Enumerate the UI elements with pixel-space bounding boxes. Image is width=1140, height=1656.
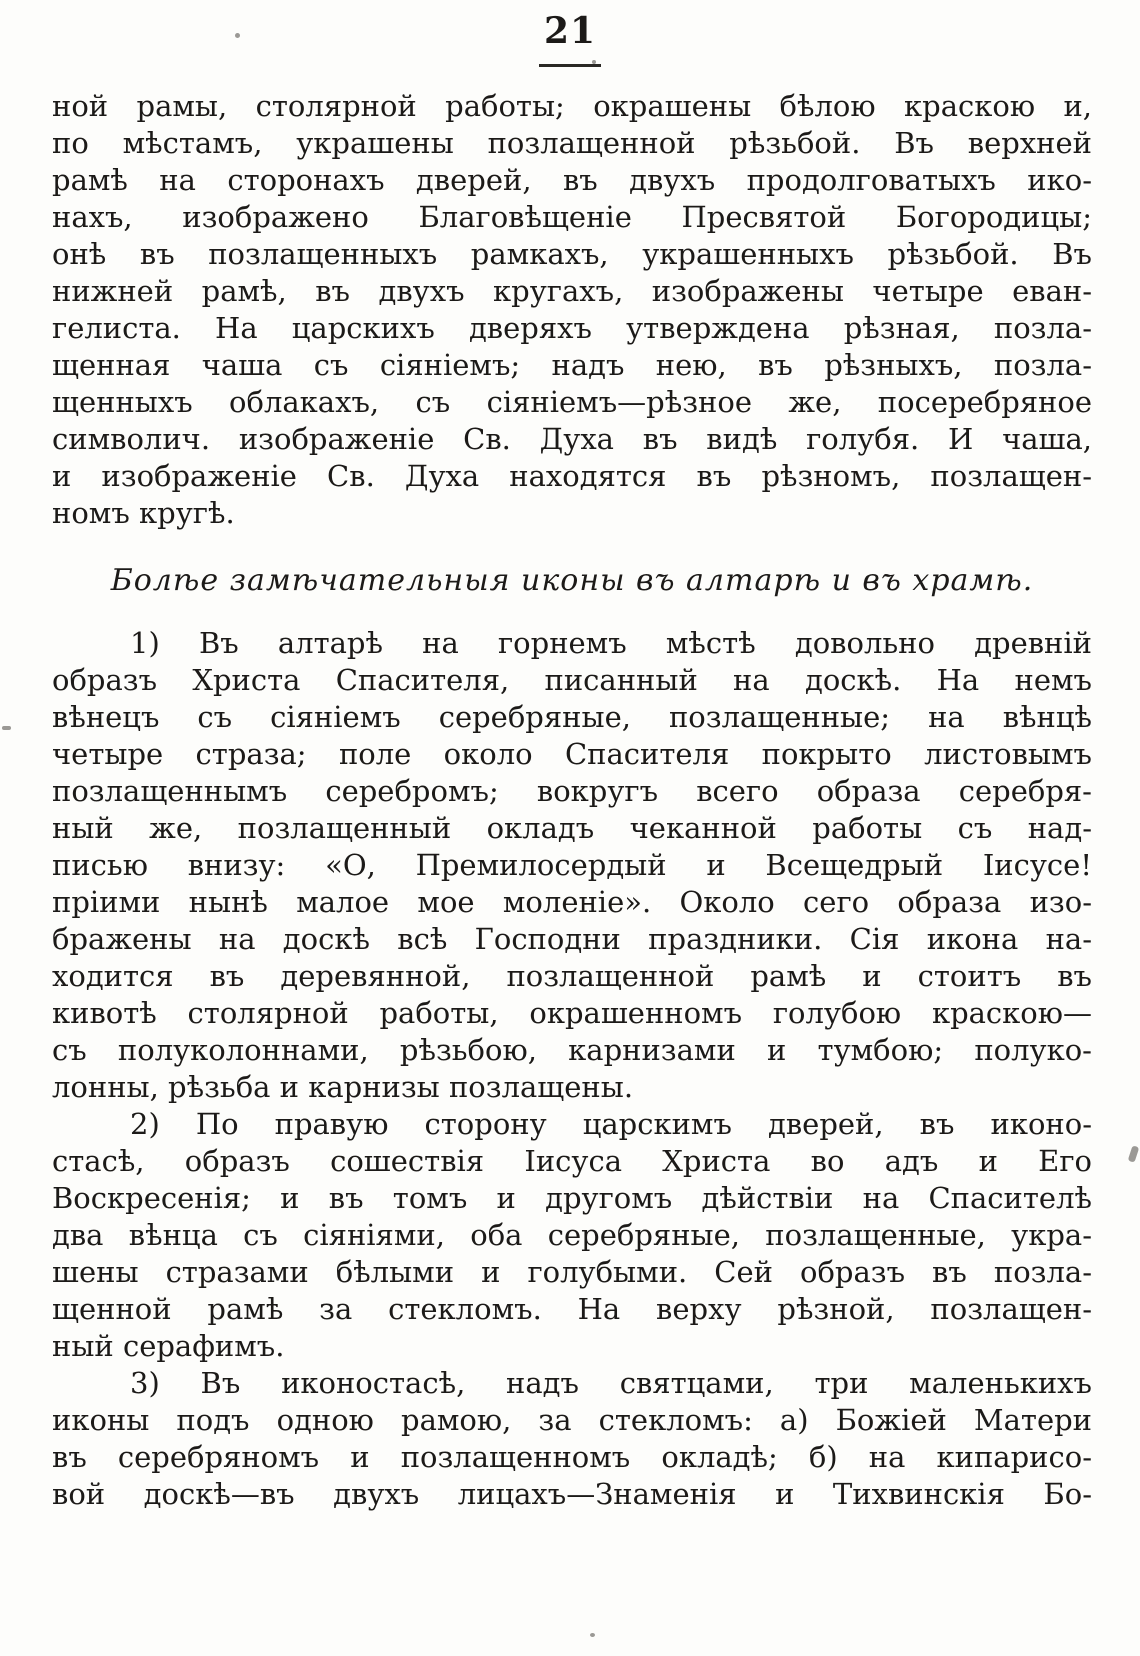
text-line: щенныхъ облакахъ, съ сіяніемъ—рѣзное же, посеребряное: [52, 385, 1092, 419]
text-line: четыре страза; поле около Спасителя покрыто листовымъ: [52, 737, 1092, 771]
text-line: по мѣстамъ, украшены позлащенной рѣзьбой. Въ верхней: [52, 126, 1092, 160]
text-line: щенная чаша съ сіяніемъ; надъ нею, въ рѣзныхъ, позла-: [52, 348, 1092, 382]
section-heading: Болѣе замѣчательныя иконы въ алтарѣ и въ храмѣ.: [110, 563, 1034, 598]
text-line: писью внизу: «О, Премилосердый и Всещедрый Іисусе!: [52, 848, 1092, 882]
text-line: бражены на доскѣ всѣ Господни праздники. Сія икона на-: [52, 922, 1092, 956]
text-line: вѣнецъ съ сіяніемъ серебряные, позлащенные; на вѣнцѣ: [52, 700, 1092, 734]
text-line: кивотѣ столярной работы, окрашенномъ голубою краскою—: [52, 996, 1092, 1030]
scan-speck: [590, 1633, 595, 1637]
text-line: позлащеннымъ серебромъ; вокругъ всего образа серебря-: [52, 774, 1092, 808]
scan-speck: [1128, 1145, 1140, 1162]
text-line: ходится въ деревянной, позлащенной рамѣ и стоитъ въ: [52, 959, 1092, 993]
text-line: ной рамы, столярной работы; окрашены бѣлою краскою и,: [52, 89, 1092, 123]
text-line: иконы подъ одною рамою, за стекломъ: а) Божіей Матери: [52, 1403, 1092, 1437]
text-line: символич. изображеніе Св. Духа въ видѣ голубя. И чаша,: [52, 422, 1092, 456]
text-line: нахъ, изображено Благовѣщеніе Пресвятой Богородицы;: [52, 200, 1092, 234]
text-line: въ серебряномъ и позлащенномъ окладѣ; б) на кипарисо-: [52, 1440, 1092, 1474]
text-line: 3) Въ иконостасѣ, надъ святцами, три маленькихъ: [130, 1366, 1092, 1400]
text-line: пріими нынѣ малое мое моленіе». Около сего образа изо-: [52, 885, 1092, 919]
text-line: рамѣ на сторонахъ дверей, въ двухъ продолговатыхъ ико-: [52, 163, 1092, 197]
text-line: и изображеніе Св. Духа находятся въ рѣзномъ, позлащен-: [52, 459, 1092, 493]
text-line: два вѣнца съ сіяніями, оба серебряные, позлащенные, укра-: [52, 1218, 1092, 1252]
text-line: стасѣ, образъ сошествія Іисуса Христа во адъ и Его: [52, 1144, 1092, 1178]
text-line: ный серафимъ.: [52, 1329, 285, 1363]
text-line: Воскресенія; и въ томъ и другомъ дѣйствіи на Спасителѣ: [52, 1181, 1092, 1215]
text-line: шены стразами бѣлыми и голубыми. Сей образъ въ позла-: [52, 1255, 1092, 1289]
text-line: лонны, рѣзьба и карнизы позлащены.: [52, 1070, 634, 1104]
text-line: онѣ въ позлащенныхъ рамкахъ, украшенныхъ рѣзьбой. Въ: [52, 237, 1092, 271]
text-line: ный же, позлащенный окладъ чеканной работы съ над-: [52, 811, 1092, 845]
text-line: съ полуколоннами, рѣзьбою, карнизами и тумбою; полуко-: [52, 1033, 1092, 1067]
page-text: [52, 88, 1092, 1513]
text-line: щенной рамѣ за стекломъ. На верху рѣзной, позлащен-: [52, 1292, 1092, 1326]
scan-speck: [592, 60, 596, 64]
text-line: образъ Христа Спасителя, писанный на доскѣ. На немъ: [52, 663, 1092, 697]
scan-speck: [2, 726, 11, 730]
page-number-rule: [539, 64, 601, 67]
text-line: вой доскѣ—въ двухъ лицахъ—Знаменія и Тихвинскія Бо-: [52, 1477, 1092, 1511]
page-number: 21: [543, 10, 597, 52]
scan-speck: [235, 33, 240, 38]
text-line: нижней рамѣ, въ двухъ кругахъ, изображены четыре еван-: [52, 274, 1092, 308]
text-line: гелиста. На царскихъ дверяхъ утверждена рѣзная, позла-: [52, 311, 1092, 345]
text-line: 1) Въ алтарѣ на горнемъ мѣстѣ довольно древній: [130, 626, 1092, 660]
text-line: номъ кругѣ.: [52, 496, 235, 530]
text-line: 2) По правую сторону царскимъ дверей, въ иконо-: [130, 1107, 1092, 1141]
